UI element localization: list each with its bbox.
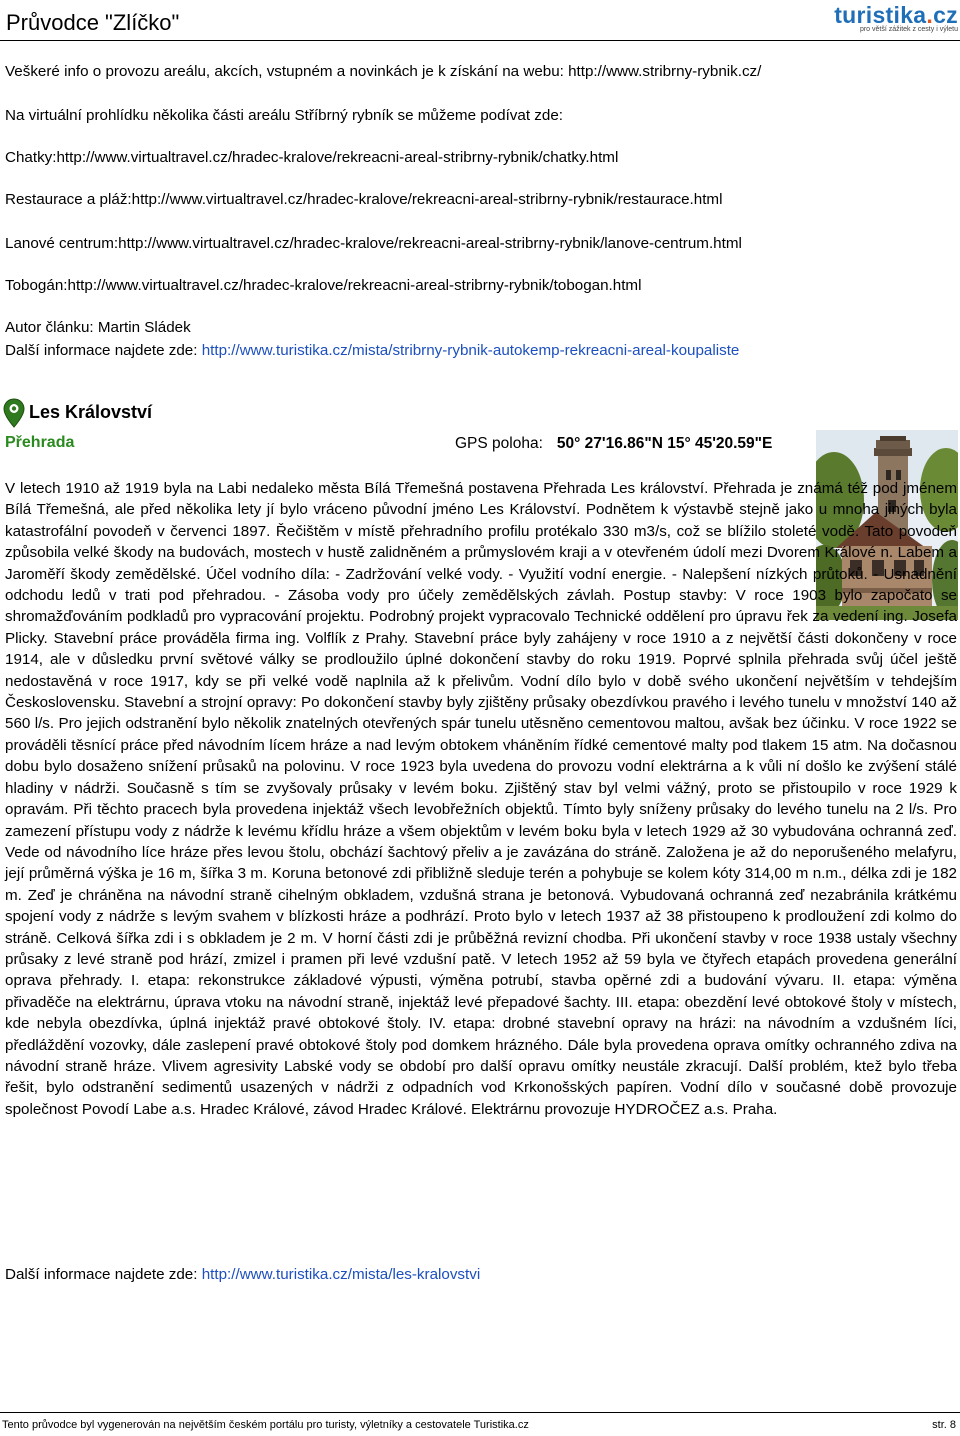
header-divider xyxy=(0,40,960,41)
more-info-link[interactable]: http://www.turistika.cz/mista/stribrny-rybnik-autokemp-rekreacni-areal-koupaliste xyxy=(201,342,740,359)
article-body: V letech 1910 až 1919 byla na Labi nedaleko města Bílá Třemešná postavena Přehrada Les království. Přehrada je známá též pod jménem Bílá Třemešná, ale před několika lety jí bylo vráceno původní jméno Les Království. Podnětem k výstavbě stejně jako u mnoha jiných byla katastrofální povodeň v červenci 1897. Řečištěm v místě přehradního profilu protékalo 330 m3/s, což se blížilo stoleté vodě. Tato povodeň způsobila velké škody na budovách, mostech v hustě zalidněném a průmyslovém kraji a v otevřeném údolí mezi Dvorem Králové n. Labem a Jaroměří škody zemědělské. Účel vodního díla: - Zadržování velké vody. - Využití vodní energie. - Nalepšení nízkých průtoků. - Usnadnění odchodu ledů v trati pod přehradou. - Zásoba vody pro účely zemědělských závlah. Postup stavby: V roce 1903 bylo započato se shromažďováním podkladů pro vypracování projektu. Podrobný projekt vypracovalo Technické oddělení pro úpravu řek za vedení ing. Josefa Plicky. Stavební práce prováděla firma ing. Volflík z Prahy. Stavební práce byly zahájeny v roce 1910 a z největší části dokončeny v roce 1914, ale v důsledku první světové války se prodloužilo úplné dokončení stavby do roku 1919. Poprvé splnila přehrada svůj účel ještě nedostavěná v roce 1917, kdy se při velké vodě naplnila až k přelivům. Vodní dílo bylo v době svého ukončení největším v tehdejším Československu. Stavební a strojní opravy: Po dokončení stavby byly zjištěny průsaky obezdívkou pravého i levého tunelu v množství 140 až 560 l/s. Pro jejich odstranění bylo několik znatelných otevřených spár tunelu utěsněno cementovou maltou, avšak bez účinku. V roce 1922 se prováděli těsnící práce před návodním lícem hráze a nad levým obtokem vháněním řídké cementové malty pod tlakem 15 atm. Na dočasnou dobu bylo dosaženo snížení průsaků na polovinu. V roce 1923 byla uvedena do provozu vodní elektrárna a k vůli ní došlo ke zvýšení stálé hladiny v nádrži. Současně s tím se zvyšovaly průsaky v levém boku. Zjištěný stav byl velmi vážný, proto se přistoupilo v roce 1929 k opravám. Při těchto pracech byla provedena injektáž všech levobřežních objektů. Tímto byly sníženy průsaky do levého tunelu na 2 l/s. Pro zamezení přístupu vody z nádrže k levému křídlu hráze a všem objektům v levém boku byla v letech 1929 až 30 vybudována ochranná zeď. Vede od návodního líce hráze přes levou štolu, obchází šachtový přeliv a je zavázána do stráně. Založena je až do neporušeného melafyru, její průměrná výška je 16 m, šířka 3 m. Koruna betonové zdi přibližně sleduje terén a pohybuje se kolem kóty 314,00 m n.m., délka zdi je 182 m. Zeď je chráněna na návodní straně cihelným obkladem, vzdušná strana je betonová. Vybudovaná ochranná zeď nezabránila krátkému spojení vody z nádrže s levým svahem v blízkosti hráze a podhrází. Proto bylo v letech 1937 až 38 přistoupeno k prodloužení zdi kolmo do stráně. Celková šířka zdi i s obkladem je 2 m. V horní části zdi je průběžná revizní chodba. Při ukončení stavby v roce 1938 ustaly všechny průsaky z levé straně pod hrází, zmizel i pramen při levé vzdušní patě. V letech 1952 až 59 byla ve čtyřech etapách provedena generální oprava přehrady. I. etapa: rekonstrukce základové výpusti, výměna potrubí, stavba opěrné zdi a budování vývaru. II. etapa: výměna přivaděče na elektrárnu, úprava vtoku na návodní straně, injektáž levé přepadové šachty. III. etapa: obezdění levé obtokové štoly v místech, kde nebyla obezdívka, úplná injektáž pravé obtokové štoly. IV. etapa: drobné stavební opravy na hrázi: na návodním a vzdušném líci, předláždění vozovky, dále zaslepení pravé obtokové štoly pod domkem hrázného. Dále byla provedena oprava omítky ochranného zdiva na návodní straně hráze. Vlivem agresivity Labské vody se období pro další opravu omítky neustále zkracují. Další problém, ktež bylo třeba řešit, bylo odstranění sedimentů usazených v nádrži z odpadních vod Krkonošských papíren. Vodní dílo v současné době provozuje společnost Povodí Labe a.s. Hradec Králové, závod Hradec Králové. Elektrárnu provozuje HYDROČEZ a.s. Praha. xyxy=(5,480,957,1118)
gps-label: GPS poloha: xyxy=(455,435,543,452)
article-title: Les Království xyxy=(29,402,153,422)
article-more-label: Další informace najdete zde: xyxy=(5,1266,198,1283)
map-pin-icon xyxy=(3,398,25,428)
article-category: Přehrada xyxy=(5,434,75,451)
intro-tobogan-link: Tobogán:http://www.virtualtravel.cz/hradec-kralove/rekreacni-areal-stribrny-rybnik/tobogan.html xyxy=(5,277,642,294)
page-number: str. 8 xyxy=(932,1419,956,1431)
intro-virtual-tour-line: Na virtuální prohlídku několika části areálu Stříbrný rybník se můžeme podívat zde: xyxy=(5,107,563,124)
logo-dot: . xyxy=(926,2,934,28)
author-line: Autor článku: Martin Sládek xyxy=(5,319,191,336)
intro-info-line: Veškeré info o provozu areálu, akcích, vstupném a novinkách je k získání na webu: http://www.stribrny-rybnik.cz/ xyxy=(5,63,762,80)
intro-lanove-centrum-link: Lanové centrum:http://www.virtualtravel.cz/hradec-kralove/rekreacni-areal-stribrny-rybnik/lanove-centrum.html xyxy=(5,235,742,252)
gps-value: 50° 27'16.86"N 15° 45'20.59"E xyxy=(556,435,773,452)
guide-title: Průvodce "Zlíčko" xyxy=(6,10,180,35)
logo-tagline: pro větší zážitek z cesty i výletu xyxy=(859,26,958,33)
page-header xyxy=(0,0,960,40)
turistika-logo[interactable] xyxy=(834,2,958,36)
logo-main: turistika xyxy=(834,2,927,28)
article-more-link[interactable]: http://www.turistika.cz/mista/les-kralovstvi xyxy=(201,1266,481,1283)
gps-position xyxy=(455,435,772,453)
intro-chatky-link: Chatky:http://www.virtualtravel.cz/hradec-kralove/rekreacni-areal-stribrny-rybnik/chatky.html xyxy=(5,149,619,166)
intro-restaurace-link: Restaurace a pláž:http://www.virtualtravel.cz/hradec-kralove/rekreacni-areal-stribrny-rybnik/restaurace.html xyxy=(5,191,723,208)
logo-wordmark xyxy=(834,2,958,29)
more-info-label: Další informace najdete zde: xyxy=(5,342,198,359)
intro-more-info xyxy=(5,341,739,361)
footer-text: Tento průvodce byl vygenerován na největším českém portálu pro turisty, výletníky a cestovatele Turistika.cz xyxy=(2,1419,529,1431)
article-more-info xyxy=(5,1266,480,1283)
footer-divider xyxy=(0,1412,960,1413)
logo-tld: cz xyxy=(933,2,958,28)
